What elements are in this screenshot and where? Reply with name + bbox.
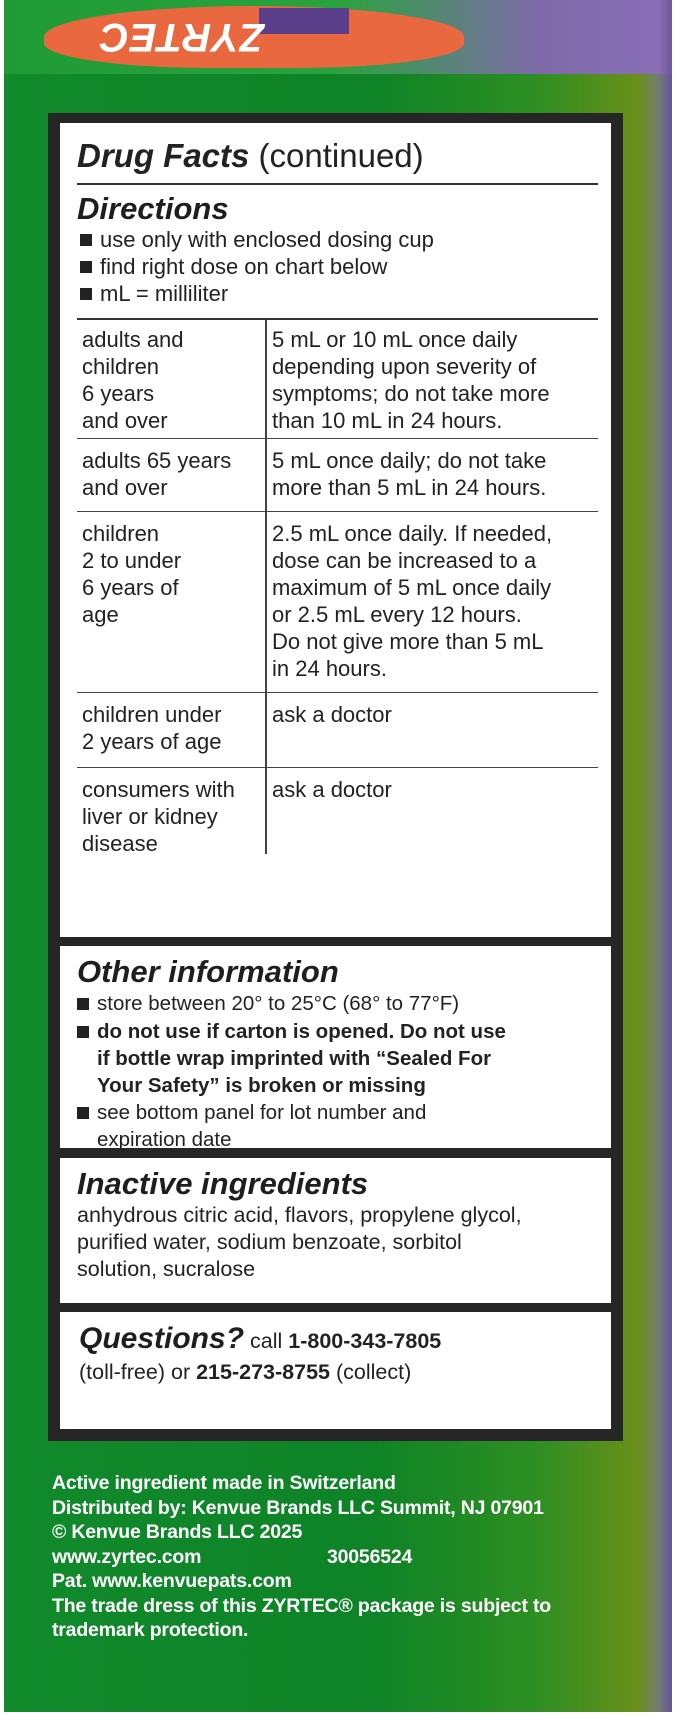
- carton-side-edge: [658, 0, 672, 1712]
- product-code: 30056524: [327, 1545, 413, 1568]
- table-cell: ask a doctor: [272, 777, 392, 802]
- list-item: see bottom panel for lot number and expiration date: [77, 1099, 426, 1153]
- bullet-icon: [77, 1107, 89, 1119]
- table-cell: 2.5 mL once daily. If needed, dose can be increased to a maximum of 5 mL once daily or 2.5 mL every 12 hours. Do not give more than 5 mL in 24 hours.: [272, 521, 553, 681]
- bullet-icon: [80, 234, 92, 246]
- phone-number: 1-800-343-7805: [288, 1329, 442, 1353]
- bullet-list: [80, 226, 434, 307]
- inactive-ingredients-heading: Inactive ingredients: [77, 1166, 369, 1201]
- questions-heading: Questions?: [79, 1322, 245, 1355]
- list-item: use only with enclosed dosing cup: [80, 226, 434, 253]
- table-cell: adults 65 years and over: [82, 448, 232, 500]
- drug-facts-panel: [48, 113, 623, 1441]
- list-item: store between 20° to 25°C (68° to 77°F): [77, 990, 459, 1017]
- list-item: do not use if carton is opened. Do not use if bottle wrap imprinted with “Sealed For Your Safety” is broken or missing: [77, 1018, 506, 1099]
- table-row: [77, 768, 598, 858]
- list-item: find right dose on chart below: [80, 253, 434, 280]
- directions-heading: Directions: [77, 191, 229, 226]
- drug-facts-title: Drug Facts (continued): [77, 137, 424, 174]
- list-item: mL = milliliter: [80, 280, 434, 307]
- bullet-icon: [80, 261, 92, 273]
- dose-table: [77, 318, 598, 858]
- product-carton: [4, 0, 672, 1712]
- table-cell: adults and children 6 years and over: [82, 327, 184, 433]
- table-cell: 5 mL or 10 mL once daily depending upon severity of symptoms; do not take more than 10 mL in 24 hours.: [272, 327, 550, 433]
- table-row: [77, 512, 598, 693]
- table-cell: 5 mL once daily; do not take more than 5 mL in 24 hours.: [272, 448, 547, 500]
- table-cell: children under 2 years of age: [82, 702, 222, 754]
- other-information-section: [60, 946, 611, 1151]
- website-link: www.zyrtec.com: [52, 1545, 202, 1568]
- manufacturer-info: Active ingredient made in Switzerland Distributed by: Kenvue Brands LLC Summit, NJ 07901 © Kenvue Brands LLC 2025 www.zyrtec.com 30056524 Pat. www.kenvuepats.com The trade dress of this ZYRTEC® package is subject to trademark protection.: [52, 1472, 551, 1641]
- ingredients-list: anhydrous citric acid, flavors, propylene glycol, purified water, sodium benzoate, sorbitol solution, sucralose: [77, 1203, 522, 1281]
- questions-section: Questions? call 1-800-343-7805 (toll-free) or 215-273-8755 (collect): [60, 1312, 611, 1429]
- brand-logo: ZYRTEC: [99, 15, 265, 59]
- top-flap: [4, 0, 672, 74]
- bullet-icon: [77, 998, 89, 1010]
- table-row: [77, 693, 598, 768]
- inactive-ingredients-section: [60, 1158, 611, 1303]
- other-information-heading: Other information: [77, 954, 339, 989]
- logo-badge: [259, 8, 349, 34]
- bullet-icon: [77, 1026, 89, 1038]
- phone-number: 215-273-8755: [196, 1360, 330, 1384]
- table-cell: ask a doctor: [272, 702, 392, 727]
- bullet-icon: [80, 288, 92, 300]
- table-cell: consumers with liver or kidney disease: [82, 777, 235, 856]
- title-divider: [77, 183, 598, 185]
- directions-section: [60, 123, 611, 937]
- table-cell: children 2 to under 6 years of age: [82, 521, 182, 627]
- table-row: [77, 320, 598, 439]
- table-row: [77, 439, 598, 512]
